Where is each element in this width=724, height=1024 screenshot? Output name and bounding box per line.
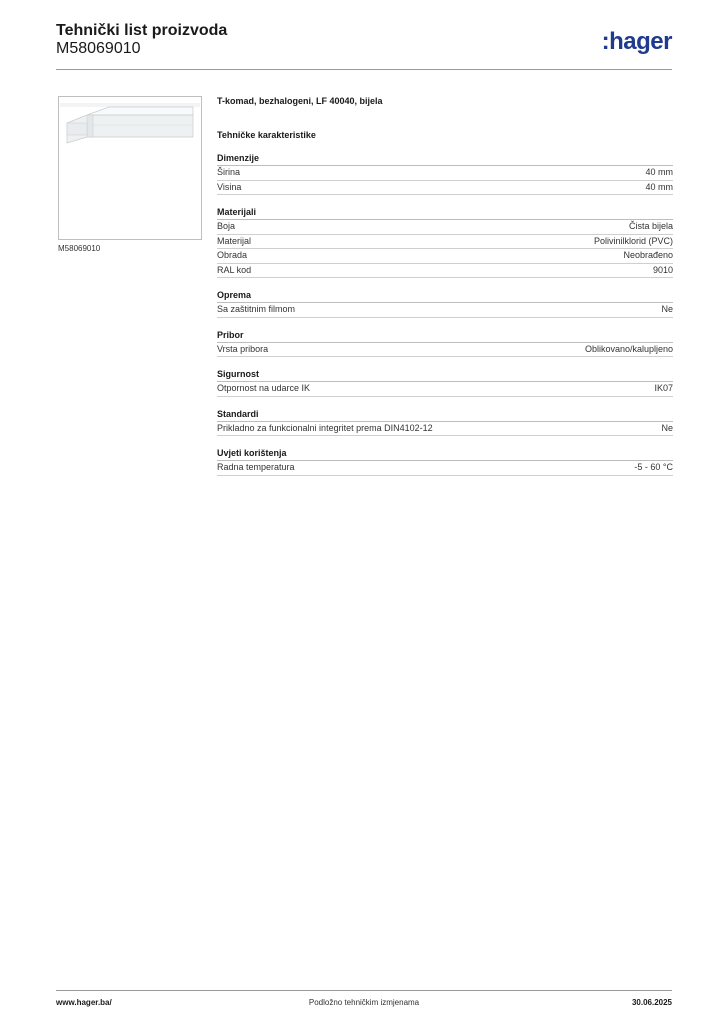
product-code: M58069010 bbox=[56, 40, 141, 57]
spec-row bbox=[217, 264, 673, 279]
spec-value: Ne bbox=[661, 304, 673, 314]
spec-value: Ne bbox=[661, 422, 673, 433]
spec-group-dimenzije bbox=[217, 153, 673, 195]
group-title: Dimenzije bbox=[217, 153, 673, 166]
image-caption: M58069010 bbox=[58, 244, 101, 253]
spec-value: Oblikovano/kalupljeno bbox=[584, 343, 673, 354]
spec-label: Radna temperatura bbox=[217, 462, 295, 472]
spec-row bbox=[217, 181, 673, 196]
spec-label: Visina bbox=[217, 181, 242, 192]
product-image bbox=[58, 96, 202, 240]
spec-row bbox=[217, 382, 673, 397]
spec-value: -5 - 60 °C bbox=[634, 462, 673, 472]
spec-value: 40 mm bbox=[645, 181, 673, 192]
spec-group-uvjeti-koristenja bbox=[217, 448, 673, 476]
spec-label: Otpornost na udarce IK bbox=[217, 383, 311, 393]
group-title: Pribor bbox=[217, 330, 673, 343]
spec-value: IK07 bbox=[654, 383, 673, 393]
page-header bbox=[56, 22, 672, 70]
spec-label: Obrada bbox=[217, 250, 248, 260]
website-link[interactable]: www.hager.ba/ bbox=[56, 998, 112, 1007]
spec-content bbox=[217, 96, 673, 488]
spec-label: Materijal bbox=[217, 235, 252, 246]
spec-group-standardi bbox=[217, 409, 673, 437]
spec-label: Boja bbox=[217, 221, 236, 231]
spec-row bbox=[217, 343, 673, 358]
footer-note: Podložno tehničkim izmjenama bbox=[308, 998, 420, 1007]
spec-row bbox=[217, 166, 673, 181]
group-title: Standardi bbox=[217, 409, 673, 422]
spec-row bbox=[217, 235, 673, 250]
group-title: Sigurnost bbox=[217, 369, 673, 382]
t-piece-illustration bbox=[59, 97, 201, 239]
spec-label: Sa zaštitnim filmom bbox=[217, 304, 296, 314]
footer-date: 30.06.2025 bbox=[631, 998, 672, 1007]
spec-value: Neobrađeno bbox=[623, 250, 673, 260]
spec-row bbox=[217, 461, 673, 476]
spec-value: 40 mm bbox=[645, 167, 673, 177]
spec-group-materijali bbox=[217, 207, 673, 278]
spec-row bbox=[217, 303, 673, 318]
section-title: Tehničke karakteristike bbox=[217, 130, 316, 140]
spec-label: RAL kod bbox=[217, 264, 252, 275]
spec-value: 9010 bbox=[652, 264, 673, 275]
spec-row bbox=[217, 220, 673, 235]
spec-group-sigurnost bbox=[217, 369, 673, 397]
spec-group-pribor bbox=[217, 330, 673, 358]
hager-logo: :hager bbox=[601, 28, 672, 55]
spec-label: Prikladno za funkcionalni integritet prema DIN4102-12 bbox=[217, 422, 433, 433]
spec-label: Širina bbox=[217, 167, 241, 177]
document-title: Tehnički list proizvoda bbox=[56, 22, 228, 39]
spec-value: Čista bijela bbox=[628, 221, 673, 231]
product-name: T-komad, bezhalogeni, LF 40040, bijela bbox=[217, 96, 383, 106]
header-divider bbox=[56, 69, 672, 70]
footer-divider bbox=[56, 990, 672, 991]
spec-label: Vrsta pribora bbox=[217, 343, 269, 354]
group-title: Materijali bbox=[217, 207, 673, 220]
spec-value: Polivinilklorid (PVC) bbox=[593, 235, 673, 246]
spec-row bbox=[217, 249, 673, 264]
spec-row bbox=[217, 422, 673, 437]
spec-group-oprema bbox=[217, 290, 673, 318]
group-title: Oprema bbox=[217, 290, 673, 303]
group-title: Uvjeti korištenja bbox=[217, 448, 673, 461]
